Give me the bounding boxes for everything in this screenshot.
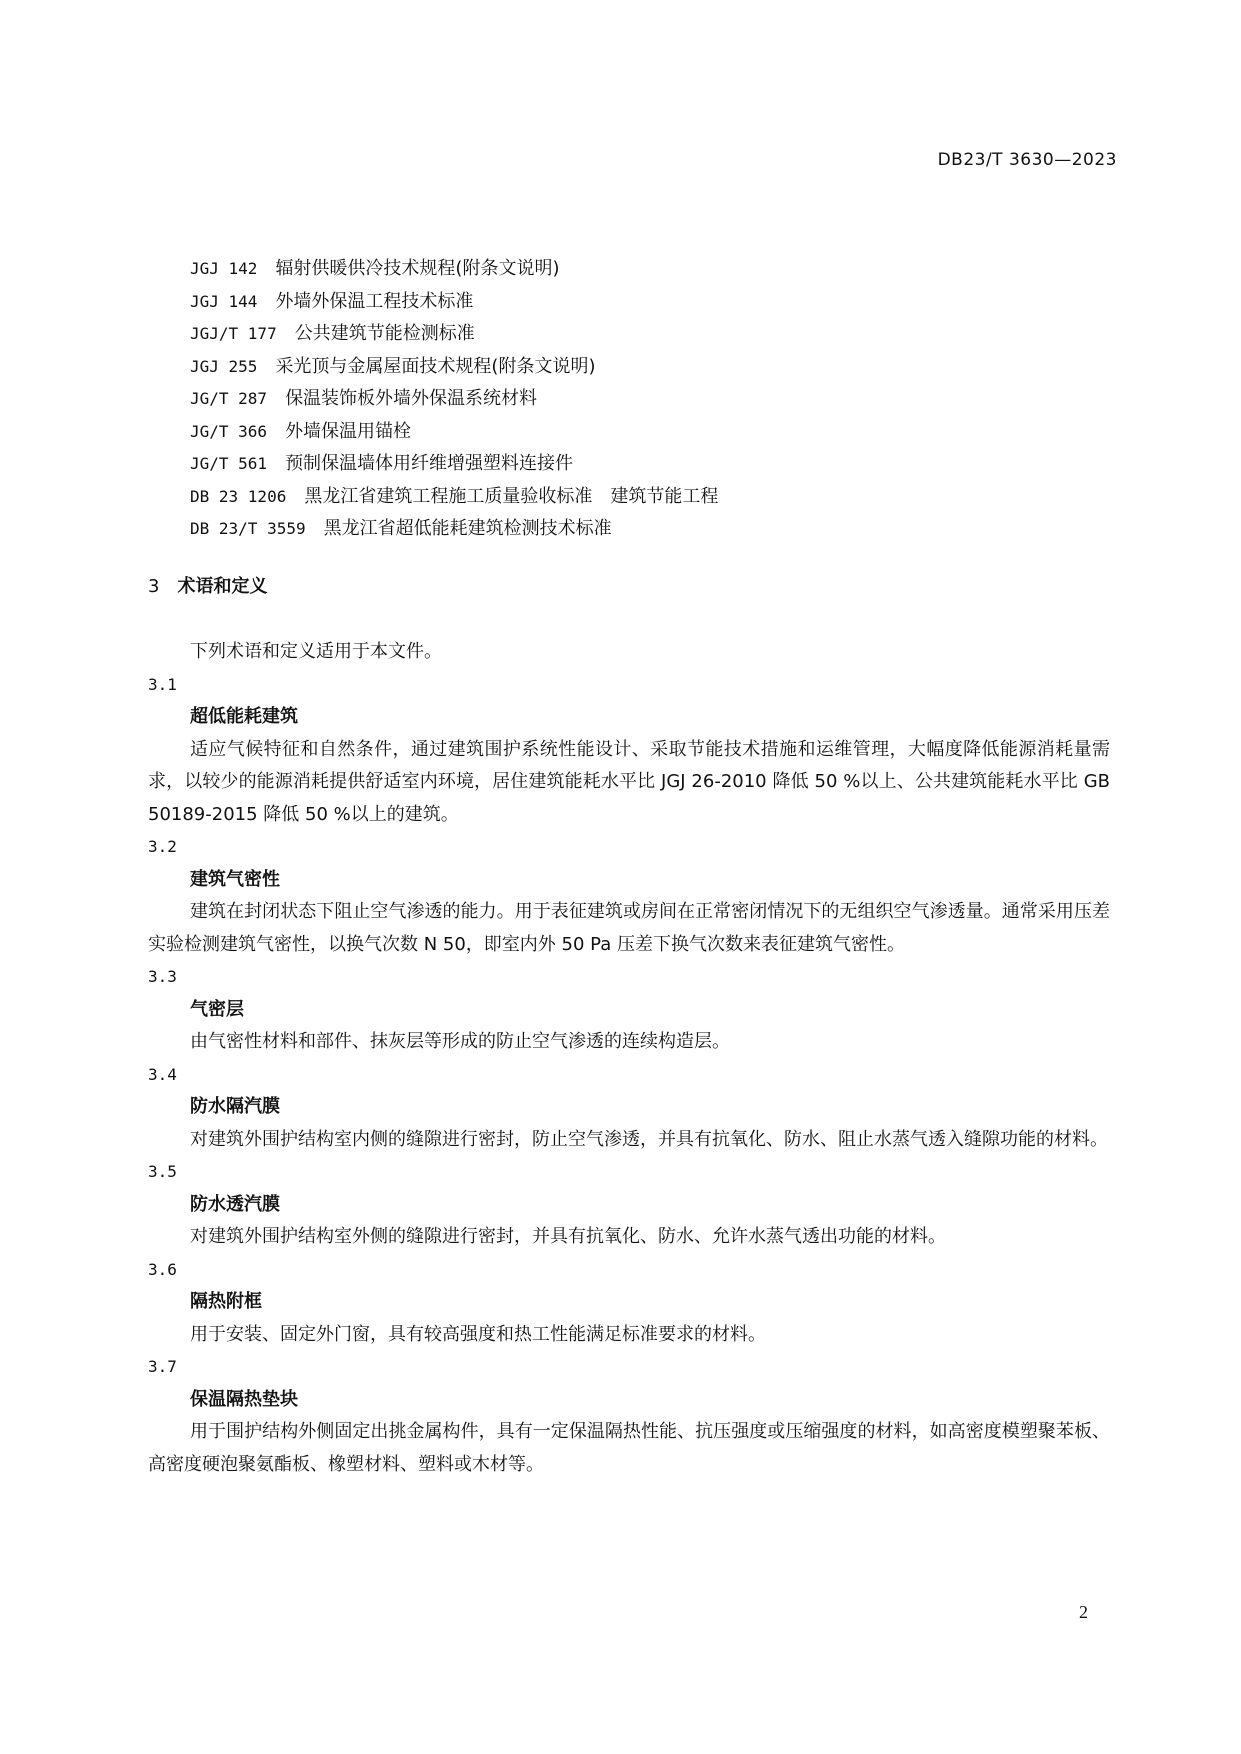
term-number: 3.7 <box>148 1357 177 1376</box>
term-definition: 用于围护结构外侧固定出挑金属构件，具有一定保温隔热性能、抗压强度或压缩强度的材料，如高密度模塑聚苯板、高密度硬泡聚氨酯板、橡塑材料、塑料或木材等。 <box>148 1421 1110 1475</box>
reference-code: JGJ 255 <box>190 356 258 376</box>
term-definition: 建筑在封闭状态下阻止空气渗透的能力。用于表征建筑或房间在正常密闭情况下的无组织空气渗透量。通常采用压差实验检测建筑气密性，以换气次数 N 50，即室内外 50 Pa 压差下换气次数来表征建筑气密性。 <box>148 901 1110 955</box>
reference-item <box>190 513 1110 546</box>
reference-code: JGJ/T 177 <box>190 324 277 343</box>
reference-item <box>190 318 1110 351</box>
term-name: 建筑气密性 <box>190 868 280 890</box>
reference-title: 外墙保温用锚栓 <box>285 420 412 442</box>
term-definition: 用于安装、固定外门窗，具有较高强度和热工性能满足标准要求的材料。 <box>190 1323 766 1345</box>
term-number: 3.2 <box>148 837 177 856</box>
term-number: 3.3 <box>148 967 177 986</box>
document-code: DB23/T 3630—2023 <box>937 150 1117 170</box>
term-definition: 适应气候特征和自然条件，通过建筑围护系统性能设计、采取节能技术措施和运维管理，大幅度降低能源消耗量需求，以较少的能源消耗提供舒适室内环境，居住建筑能耗水平比 JGJ 26-2010 降低 50 %以上、公共建筑能耗水平比 GB 50189-2015 降低 50 %以上的建筑。 <box>148 738 1110 825</box>
term-number: 3.4 <box>148 1064 177 1084</box>
reference-item <box>190 416 1110 449</box>
reference-code: JG/T 287 <box>190 389 268 408</box>
term-number: 3.6 <box>148 1259 177 1279</box>
reference-item <box>190 481 1110 514</box>
reference-title: 外墙外保温工程技术标准 <box>275 290 474 312</box>
reference-title: 公共建筑节能检测标准 <box>294 323 475 344</box>
term-name: 保温隔热垫块 <box>190 1388 298 1410</box>
term-name: 防水隔汽膜 <box>190 1096 280 1117</box>
section-number: 3 <box>148 576 160 597</box>
term-name: 隔热附框 <box>190 1291 262 1312</box>
reference-item <box>190 383 1110 416</box>
term-definition: 对建筑外围护结构室内侧的缝隙进行密封，防止空气渗透，并具有抗氧化、防水、阻止水蒸气透入缝隙功能的材料。 <box>190 1128 1108 1150</box>
reference-item <box>190 351 1110 384</box>
term-name: 超低能耗建筑 <box>190 706 298 727</box>
term-name: 防水透汽膜 <box>190 1193 280 1215</box>
reference-item <box>190 448 1110 481</box>
reference-code: DB 23/T 3559 <box>190 519 306 538</box>
normative-references-list <box>190 253 1110 546</box>
reference-title: 黑龙江省建筑工程施工质量验收标准 建筑节能工程 <box>304 485 719 507</box>
term-number: 3.1 <box>148 674 177 694</box>
reference-title: 辐射供暖供冷技术规程(附条文说明) <box>275 258 560 279</box>
reference-title: 黑龙江省超低能耗建筑检测技术标准 <box>323 518 612 539</box>
term-name: 气密层 <box>190 998 244 1020</box>
reference-item <box>190 253 1110 286</box>
reference-item <box>190 286 1110 319</box>
reference-code: JG/T 561 <box>190 454 268 473</box>
reference-code: JG/T 366 <box>190 421 268 441</box>
reference-title: 采光顶与金属屋面技术规程(附条文说明) <box>275 355 596 377</box>
page-number: 2 <box>1079 1602 1088 1622</box>
term-number: 3.5 <box>148 1162 177 1181</box>
term-definition: 对建筑外围护结构室外侧的缝隙进行密封，并具有抗氧化、防水、允许水蒸气透出功能的材料。 <box>190 1226 946 1247</box>
reference-title: 保温装饰板外墙外保温系统材料 <box>285 388 538 409</box>
section-title: 术语和定义 <box>177 576 268 597</box>
terms-body <box>148 636 1110 1481</box>
term-definition: 由气密性材料和部件、抹灰层等形成的防止空气渗透的连续构造层。 <box>190 1031 730 1052</box>
reference-title: 预制保温墙体用纤维增强塑料连接件 <box>285 453 574 474</box>
section-heading <box>148 572 267 598</box>
reference-code: JGJ 144 <box>190 291 258 311</box>
section-intro: 下列术语和定义适用于本文件。 <box>190 641 442 662</box>
reference-code: JGJ 142 <box>190 259 258 278</box>
reference-code: DB 23 1206 <box>190 486 287 506</box>
